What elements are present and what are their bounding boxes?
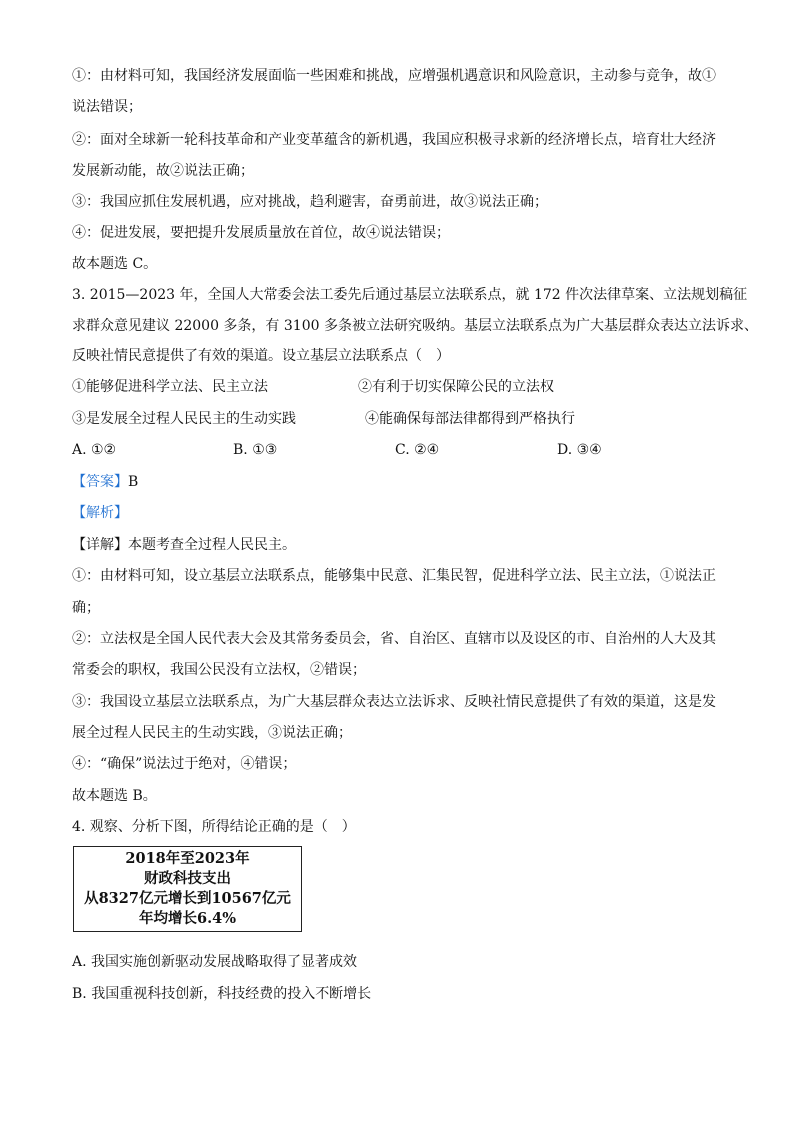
q4-option-b: B. 我国重视科技创新，科技经费的投入不断增长 bbox=[72, 986, 372, 1002]
answer-value: B bbox=[128, 474, 139, 490]
q3-analysis-line: ④：“确保”说法过于绝对，④错误； bbox=[72, 756, 297, 772]
answer-tag: 【答案】 bbox=[72, 474, 128, 490]
q3-analysis-line: ③：我国设立基层立法联系点，为广大基层群众表达立法诉求、反映社情民意提供了有效的渠道，这是发 bbox=[72, 694, 716, 710]
q3-statement-2: ②有利于切实保障公民的立法权 bbox=[358, 379, 554, 395]
detail-intro: 【详解】本题考查全过程人民民主。 bbox=[72, 537, 296, 553]
q3-stem-line: 3. 2015—2023 年，全国人大常委会法工委先后通过基层立法联系点，就 172 件次法律草案、立法规划稿征 bbox=[72, 287, 748, 303]
figure-line: 2018年至2023年 bbox=[125, 850, 250, 867]
q3-option-b: B. ①③ bbox=[233, 442, 278, 458]
q3-analysis-line: 展全过程人民民主的生动实践，③说法正确； bbox=[72, 725, 352, 741]
q2-conclusion: 故本题选 C。 bbox=[72, 256, 158, 272]
q3-answer bbox=[72, 472, 726, 492]
q3-option-a: A. ①② bbox=[72, 442, 117, 458]
q3-analysis-line: 常委会的职权，我国公民没有立法权，②错误； bbox=[72, 662, 366, 678]
q3-analysis-line: ①：由材料可知，设立基层立法联系点，能够集中民意、汇集民智，促进科学立法、民主立法，①说法正 bbox=[72, 568, 716, 584]
q3-analysis-line: ②：立法权是全国人民代表大会及其常务委员会，省、自治区、直辖市以及设区的市、自治州的人大及其 bbox=[72, 631, 716, 647]
q2-analysis-line: 发展新动能，故②说法正确； bbox=[72, 163, 254, 179]
q3-option-c: C. ②④ bbox=[395, 442, 440, 458]
q4-option-a: A. 我国实施创新驱动发展战略取得了显著成效 bbox=[72, 954, 358, 970]
q4-stem: 4. 观察、分析下图，所得结论正确的是（ ） bbox=[72, 819, 356, 835]
analysis-tag: 【解析】 bbox=[72, 505, 128, 521]
q2-analysis-line: ②：面对全球新一轮科技革命和产业变革蕴含的新机遇，我国应积极寻求新的经济增长点，培育壮大经济 bbox=[72, 132, 716, 148]
figure-line: 财政科技支出 bbox=[144, 870, 231, 887]
q3-stem-line: 反映社情民意提供了有效的渠道。设立基层立法联系点（ ） bbox=[72, 348, 450, 364]
q3-stem-line: 求群众意见建议 22000 多条，有 3100 多条被立法研究吸纳。基层立法联系点为广大基层群众表达立法诉求、 bbox=[72, 318, 758, 334]
q3-statement-3: ③是发展全过程人民民主的生动实践 bbox=[72, 411, 296, 427]
q4-figure-box bbox=[73, 846, 302, 932]
q2-analysis-line: ③：我国应抓住发展机遇，应对挑战，趋利避害，奋勇前进，故③说法正确； bbox=[72, 194, 548, 210]
q3-option-d: D. ③④ bbox=[557, 442, 602, 458]
q3-analysis-line: 确； bbox=[72, 600, 100, 616]
q2-analysis-line: ①：由材料可知，我国经济发展面临一些困难和挑战，应增强机遇意识和风险意识，主动参与竞争，故① bbox=[72, 68, 716, 84]
figure-line: 从8327亿元增长到10567亿元 bbox=[84, 890, 291, 907]
q3-statement-4: ④能确保每部法律都得到严格执行 bbox=[365, 411, 575, 427]
q3-conclusion: 故本题选 B。 bbox=[72, 788, 157, 804]
q2-analysis-line: 说法错误； bbox=[72, 99, 142, 115]
q2-analysis-line: ④：促进发展，要把提升发展质量放在首位，故④说法错误； bbox=[72, 225, 450, 241]
figure-line: 年均增长6.4% bbox=[138, 910, 236, 927]
q3-statement-1: ①能够促进科学立法、民主立法 bbox=[72, 379, 268, 395]
